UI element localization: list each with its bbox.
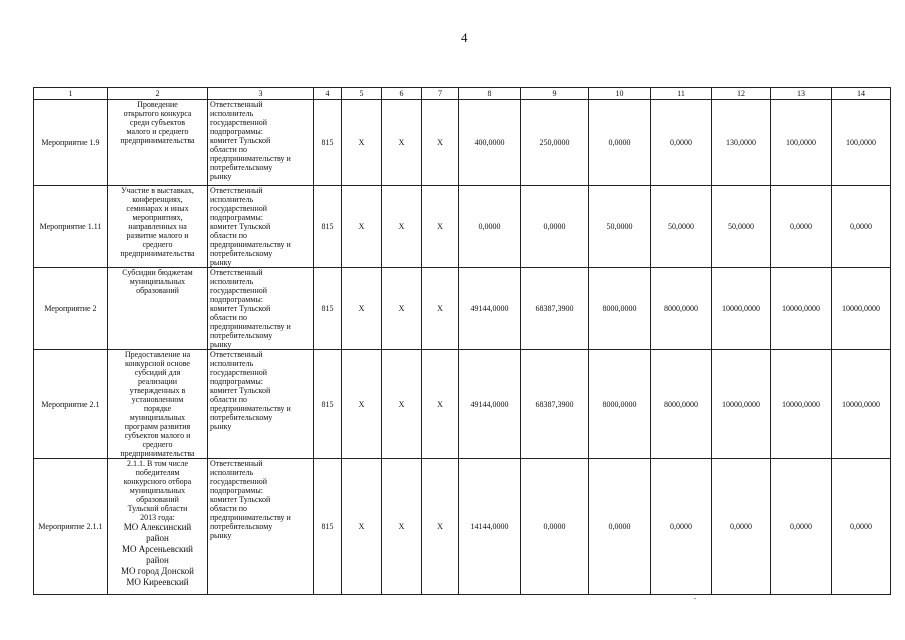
row-description-cell <box>108 459 208 595</box>
responsible-line: исполнитель <box>210 468 254 477</box>
header-cell: 4 <box>314 88 342 100</box>
description-line: Предоставление на <box>124 350 191 359</box>
row-responsible-cell <box>208 459 314 595</box>
responsible-line: комитет Тульской <box>210 136 271 145</box>
table-row <box>34 459 891 595</box>
scan-speck <box>694 598 696 599</box>
row-value-cell: 8000,0000 <box>651 350 712 459</box>
description-line: район <box>146 555 169 565</box>
row-mark-cell: Х <box>422 100 459 186</box>
description-line: образований <box>136 286 179 295</box>
row-value-cell: 10000,0000 <box>771 350 832 459</box>
responsible-line: государственной <box>210 368 268 377</box>
header-cell: 1 <box>34 88 108 100</box>
description-line: муниципальных <box>129 486 186 495</box>
row-value-cell: 130,0000 <box>712 100 771 186</box>
description-line: Тульской области <box>127 504 188 513</box>
header-cell: 12 <box>712 88 771 100</box>
responsible-line: исполнитель <box>210 277 254 286</box>
description-line: мероприятиях, <box>132 213 183 222</box>
description-line: предпринимательства <box>120 449 195 458</box>
description-line: утвержденных в <box>129 386 186 395</box>
row-value-cell: 250,0000 <box>521 100 589 186</box>
row-value-cell: 400,0000 <box>459 100 521 186</box>
responsible-line: исполнитель <box>210 109 254 118</box>
row-mark-cell: Х <box>382 186 422 268</box>
row-responsible-cell <box>208 268 314 350</box>
row-description-cell <box>108 268 208 350</box>
responsible-line: подпрограммы: <box>210 213 263 222</box>
header-cell: 9 <box>521 88 589 100</box>
responsible-line: исполнитель <box>210 195 254 204</box>
responsible-line: государственной <box>210 286 268 295</box>
responsible-line: Ответственный <box>210 350 263 359</box>
row-mark-cell: Х <box>422 350 459 459</box>
row-name-cell <box>34 350 108 459</box>
row-value-cell: 8000,0000 <box>589 268 651 350</box>
responsible-line: государственной <box>210 204 268 213</box>
header-cell: 6 <box>382 88 422 100</box>
row-name-cell <box>34 268 108 350</box>
row-value-cell: 10000,0000 <box>771 268 832 350</box>
description-line: Проведение <box>137 100 178 109</box>
row-name-cell <box>34 100 108 186</box>
row-value-cell: 0,0000 <box>712 459 771 595</box>
row-name: Мероприятие 2.1 <box>41 399 100 409</box>
row-description-cell <box>108 100 208 186</box>
responsible-line: предпринимательству и <box>210 404 291 413</box>
header-cell: 5 <box>342 88 382 100</box>
description-line: муниципальных <box>129 277 186 286</box>
row-code-cell: 815 <box>314 268 342 350</box>
row-value-cell: 0,0000 <box>459 186 521 268</box>
description-line: программ развития <box>124 422 191 431</box>
responsible-line: комитет Тульской <box>210 222 271 231</box>
row-value-cell: 0,0000 <box>832 186 891 268</box>
row-value-cell: 50,0000 <box>651 186 712 268</box>
row-mark-cell: Х <box>342 100 382 186</box>
responsible-line: подпрограммы: <box>210 486 263 495</box>
description-line: победителям <box>135 468 180 477</box>
row-responsible-cell <box>208 186 314 268</box>
responsible-line: потребительскому <box>210 163 273 172</box>
responsible-line: рынку <box>210 422 232 431</box>
row-name: Мероприятие 2 <box>44 304 97 313</box>
row-name-cell <box>34 186 108 268</box>
table-row <box>34 350 891 459</box>
row-responsible-cell <box>208 350 314 459</box>
row-value-cell: 14144,0000 <box>459 459 521 595</box>
row-value-cell: 0,0000 <box>651 459 712 595</box>
description-line: субсидий для <box>134 368 181 377</box>
responsible-line: предпринимательству и <box>210 240 291 249</box>
description-line: Субсидии бюджетам <box>122 268 193 277</box>
header-cell: 10 <box>589 88 651 100</box>
description-line: конкурсной основе <box>125 359 190 368</box>
description-line: конкурсного отбора <box>123 477 192 486</box>
row-value-cell: 0,0000 <box>832 459 891 595</box>
row-value-cell: 8000,0000 <box>589 350 651 459</box>
responsible-line: потребительскому <box>210 413 273 422</box>
row-value-cell: 68387,3900 <box>521 350 589 459</box>
header-cell: 11 <box>651 88 712 100</box>
responsible-line: области по <box>210 145 248 154</box>
responsible-line: области по <box>210 395 248 404</box>
row-value-cell: 0,0000 <box>589 459 651 595</box>
description-line: направленных на <box>128 222 187 231</box>
header-cell: 14 <box>832 88 891 100</box>
row-value-cell: 10000,0000 <box>832 268 891 350</box>
description-line: малого и среднего <box>126 127 189 136</box>
row-name: Мероприятие 1.11 <box>39 222 102 231</box>
header-row <box>34 88 891 100</box>
row-value-cell: 0,0000 <box>771 186 832 268</box>
responsible-line: рынку <box>210 172 232 181</box>
description-line: образований <box>136 495 179 504</box>
description-line: МО Киреевский <box>126 577 189 587</box>
header-cell: 8 <box>459 88 521 100</box>
row-value-cell: 50,0000 <box>712 186 771 268</box>
description-line: 2013 года: <box>140 513 175 522</box>
budget-table <box>33 87 891 595</box>
responsible-line: потребительскому <box>210 331 273 340</box>
description-line: среднего <box>142 440 173 449</box>
row-value-cell: 10000,0000 <box>712 268 771 350</box>
responsible-line: комитет Тульской <box>210 304 271 313</box>
responsible-line: рынку <box>210 340 232 349</box>
row-value-cell: 0,0000 <box>521 459 589 595</box>
responsible-line: подпрограммы: <box>210 377 263 386</box>
responsible-line: предпринимательству и <box>210 513 291 522</box>
table-body <box>34 100 891 595</box>
description-line: развитие малого и <box>126 231 189 240</box>
row-code-cell: 815 <box>314 350 342 459</box>
description-line: установленном <box>131 395 184 404</box>
row-name-cell <box>34 459 108 595</box>
responsible-line: рынку <box>210 531 232 540</box>
row-name: Мероприятие 1.9 <box>41 138 100 147</box>
row-value-cell: 0,0000 <box>651 100 712 186</box>
row-mark-cell: Х <box>342 459 382 595</box>
row-mark-cell: Х <box>382 459 422 595</box>
responsible-line: предпринимательству и <box>210 154 291 163</box>
row-responsible-cell <box>208 100 314 186</box>
row-code-cell: 815 <box>314 100 342 186</box>
header-cell: 13 <box>771 88 832 100</box>
header-cell: 7 <box>422 88 459 100</box>
responsible-line: области по <box>210 504 248 513</box>
row-value-cell: 49144,0000 <box>459 268 521 350</box>
responsible-line: Ответственный <box>210 100 263 109</box>
responsible-line: государственной <box>210 477 268 486</box>
description-line: 2.1.1. В том числе <box>126 459 189 468</box>
row-value-cell: 0,0000 <box>771 459 832 595</box>
row-value-cell: 0,0000 <box>521 186 589 268</box>
responsible-line: потребительскому <box>210 249 273 258</box>
row-mark-cell: Х <box>422 459 459 595</box>
row-value-cell: 68387,3900 <box>521 268 589 350</box>
row-mark-cell: Х <box>382 268 422 350</box>
responsible-line: комитет Тульской <box>210 495 271 504</box>
description-line: предпринимательства <box>120 136 195 145</box>
row-value-cell: 49144,0000 <box>459 350 521 459</box>
row-mark-cell: Х <box>382 350 422 459</box>
row-mark-cell: Х <box>382 100 422 186</box>
description-line: семинарах и иных <box>126 204 189 213</box>
row-description-cell <box>108 186 208 268</box>
row-code-cell: 815 <box>314 459 342 595</box>
responsible-line: подпрограммы: <box>210 127 263 136</box>
row-value-cell: 100,0000 <box>771 100 832 186</box>
page-number: 4 <box>461 30 468 45</box>
responsible-line: предпринимательству и <box>210 322 291 331</box>
responsible-line: рынку <box>210 258 232 267</box>
row-mark-cell: Х <box>342 268 382 350</box>
table-row <box>34 268 891 350</box>
header-cell: 2 <box>108 88 208 100</box>
row-value-cell: 50,0000 <box>589 186 651 268</box>
responsible-line: Ответственный <box>210 268 263 277</box>
description-line: реализации <box>137 377 178 386</box>
description-line: Участие в выставках, <box>121 186 194 195</box>
table-row <box>34 100 891 186</box>
row-code-cell: 815 <box>314 186 342 268</box>
responsible-line: Ответственный <box>210 459 263 468</box>
responsible-line: области по <box>210 313 248 322</box>
row-name: Мероприятие 2.1.1 <box>38 522 103 531</box>
description-line: конференциях, <box>132 195 183 204</box>
description-line: открытого конкурса <box>123 109 192 118</box>
row-value-cell: 10000,0000 <box>712 350 771 459</box>
description-line: муниципальных <box>129 413 186 422</box>
description-line: порядке <box>143 404 172 413</box>
row-value-cell: 0,0000 <box>589 100 651 186</box>
row-description-cell <box>108 350 208 459</box>
row-mark-cell: Х <box>342 186 382 268</box>
description-line: предпринимательства <box>120 249 195 258</box>
description-line: МО Арсеньевский <box>122 544 193 554</box>
row-value-cell: 100,0000 <box>832 100 891 186</box>
row-mark-cell: Х <box>422 268 459 350</box>
description-line: район <box>146 533 169 543</box>
responsible-line: исполнитель <box>210 359 254 368</box>
row-mark-cell: Х <box>342 350 382 459</box>
responsible-line: области по <box>210 231 248 240</box>
description-line: субъектов малого и <box>124 431 191 440</box>
description-line: среди субъектов <box>129 118 186 127</box>
table-row <box>34 186 891 268</box>
responsible-line: подпрограммы: <box>210 295 263 304</box>
description-line: МО Алексинский <box>123 522 192 532</box>
responsible-line: Ответственный <box>210 186 263 195</box>
header-cell: 3 <box>208 88 314 100</box>
responsible-line: комитет Тульской <box>210 386 271 395</box>
description-line: МО город Донской <box>121 566 194 576</box>
responsible-line: государственной <box>210 118 268 127</box>
row-mark-cell: Х <box>422 186 459 268</box>
row-value-cell: 10000,0000 <box>832 350 891 459</box>
description-line: среднего <box>142 240 173 249</box>
responsible-line: потребительскому <box>210 522 273 531</box>
row-value-cell: 8000,0000 <box>651 268 712 350</box>
